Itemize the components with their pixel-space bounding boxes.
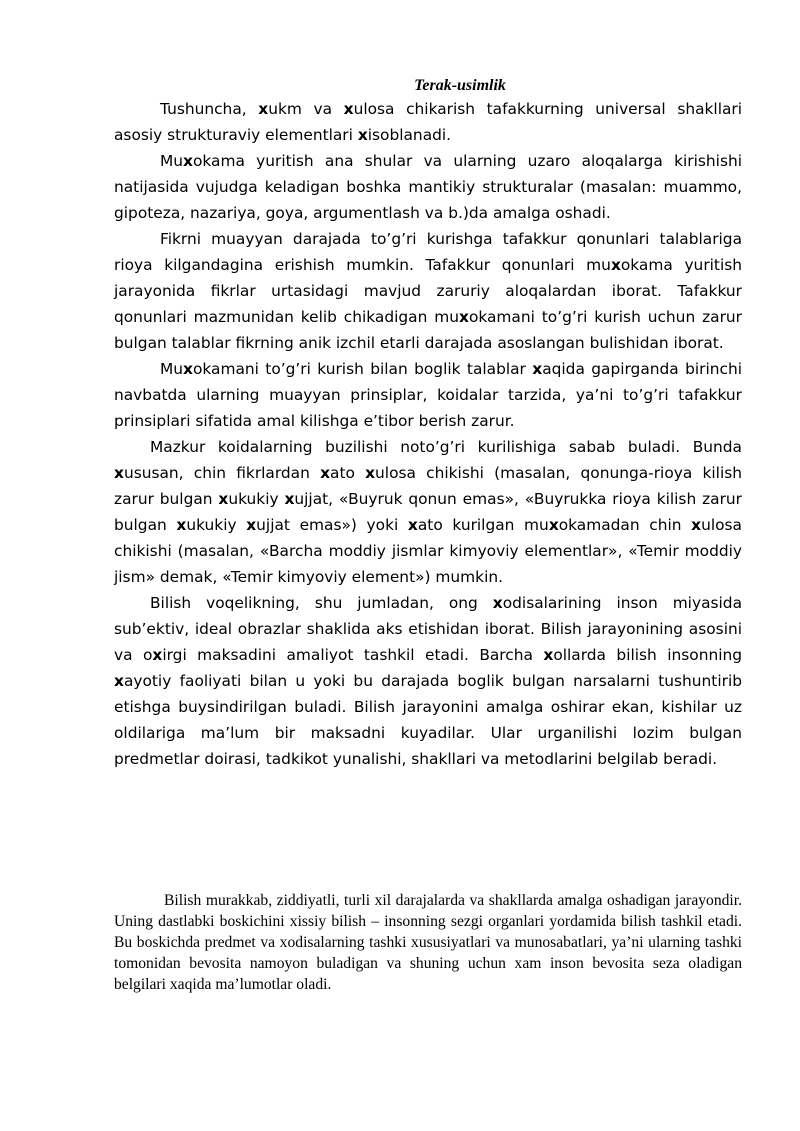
paragraph (114, 590, 742, 772)
text-segment: x (258, 100, 269, 118)
text-segment: okamadan chin (558, 516, 692, 534)
text-segment: ususan, chin fikrlardan (123, 464, 321, 482)
text-segment: x (343, 100, 354, 118)
text-segment: ukukiy (186, 516, 247, 534)
text-segment: ollarda bilish insonning (553, 646, 743, 664)
text-segment: isoblanadi. (367, 126, 452, 144)
text-segment: x (492, 594, 503, 612)
text-segment: okamani to’g’ri kurish bilan boglik talablar (192, 360, 533, 378)
text-segment: x (218, 490, 229, 508)
text-segment: ato (330, 464, 366, 482)
text-segment: Mazkur koidalarning buzilishi noto’g’ri kurilishiga sabab buladi. Bunda (150, 438, 742, 456)
final-paragraph: Bilish murakkab, ziddiyatli, turli xil darajalarda va shakllarda amalga oshadigan jarayondir. Uning dastlabki boskichini xissiy bilish – insonning sezgi organlari yordamida bilish tashkil etadi. Bu boskichda predmet va xodisalarning tashki xususiyatlari va munosabatlari, ya’ni ularning tashki tomonidan bevosita namoyon buladigan va shuning uchun xam inson bevosita seza oladigan belgilari xaqida ma’lumotlar oladi. (114, 892, 742, 993)
text-segment: x (152, 646, 163, 664)
text-segment: x (114, 672, 124, 690)
text-segment: x (532, 360, 543, 378)
text-segment: ukm va (268, 100, 344, 118)
text-segment: x (183, 152, 193, 170)
paragraph (114, 434, 742, 590)
text-segment: x (691, 516, 702, 534)
text-segment: odisalarining inson miyasida sub’ektiv, ideal obrazlar shaklida aks etishidan iborat. Bilish jarayonining asosini va o (114, 594, 742, 664)
document-title: Terak-usimlik (414, 77, 506, 94)
text-segment: Mu (160, 152, 184, 170)
text-segment: x (407, 516, 418, 534)
text-segment: irgi maksadini amaliyot tashkil etadi. Barcha (162, 646, 544, 664)
text-segment: x (176, 516, 187, 534)
text-segment: Tushuncha, (160, 100, 259, 118)
text-segment: x (459, 308, 469, 326)
text-segment: x (357, 126, 368, 144)
text-segment: Bilish voqelikning, shu jumladan, ong (150, 594, 493, 612)
text-segment: ujjat emas») yoki (256, 516, 408, 534)
paragraph (114, 356, 742, 434)
text-segment: x (320, 464, 331, 482)
text-segment: x (548, 516, 559, 534)
text-segment: x (114, 464, 124, 482)
paragraph (114, 226, 742, 356)
text-segment: x (183, 360, 193, 378)
body-text (114, 96, 742, 772)
text-segment: ulosa chikishi (masalan, qonunga-rioya kilish zarur bulgan (114, 464, 742, 508)
paragraph (114, 148, 742, 226)
text-segment: Mu (160, 360, 184, 378)
text-segment: x (610, 256, 621, 274)
text-segment: ayotiy faoliyati bilan u yoki bu darajada boglik bulgan narsalarni tushuntirib etishga buysindirilgan buladi. Bilish jarayonini amalga oshirar ekan, kishilar uz oldilariga ma’lum bir maksadni kuyadilar. Ular urganilishi lozim bulgan predmetlar doirasi, tadkikot yunalishi, shakllari va metodlarini belgilab beradi. (114, 672, 742, 768)
text-segment: Fikrni muayyan darajada to’g’ri kurishga tafakkur qonunlari talablariga rioya kilgandagina erishish mumkin. Tafakkur qonunlari mu (114, 230, 742, 274)
text-segment: x (284, 490, 295, 508)
text-segment: ulosa chikarish tafakkurning universal shakllari asosiy strukturaviy elementlari (114, 100, 743, 144)
paragraph (114, 96, 742, 148)
text-segment: aqida gapirganda birinchi navbatda ularning muayyan prinsiplar, koidalar tarzida, ya’ni to’g’ri tafakkur prinsiplari sifatida amal kilishga e’tibor berish zarur. (114, 360, 742, 430)
text-segment: x (543, 646, 554, 664)
text-segment: ulosa chikishi (masalan, «Barcha moddiy jismlar kimyoviy elementlar», «Temir moddiy jism» demak, «Temir kimyoviy element») mumkin. (114, 516, 742, 586)
text-segment: ukukiy (228, 490, 285, 508)
text-segment: okama yuritish ana shular va ularning uzaro aloqalarga kirishishi natijasida vujudga keladigan boshka mantikiy strukturalar (masalan: muammo, gipoteza, nazariya, goya, argumentlash va b.)da amalga oshadi. (114, 152, 742, 222)
text-segment: okama yuritish jarayonida fikrlar urtasidagi mavjud zaruriy aloqalardan iborat. Tafakkur qonunlari mazmunidan kelib chikadigan mu (114, 256, 743, 326)
text-segment: okamani to’g’ri kurish uchun zarur bulgan talablar fikrning anik izchil etarli darajada asoslangan bulishidan iborat. (114, 308, 742, 352)
text-segment: x (246, 516, 257, 534)
text-segment: ato kurilgan mu (417, 516, 549, 534)
text-segment: ujjat, «Buyruk qonun emas», «Buyrukka rioya kilish zarur bulgan (114, 490, 742, 534)
text-segment: x (365, 464, 376, 482)
